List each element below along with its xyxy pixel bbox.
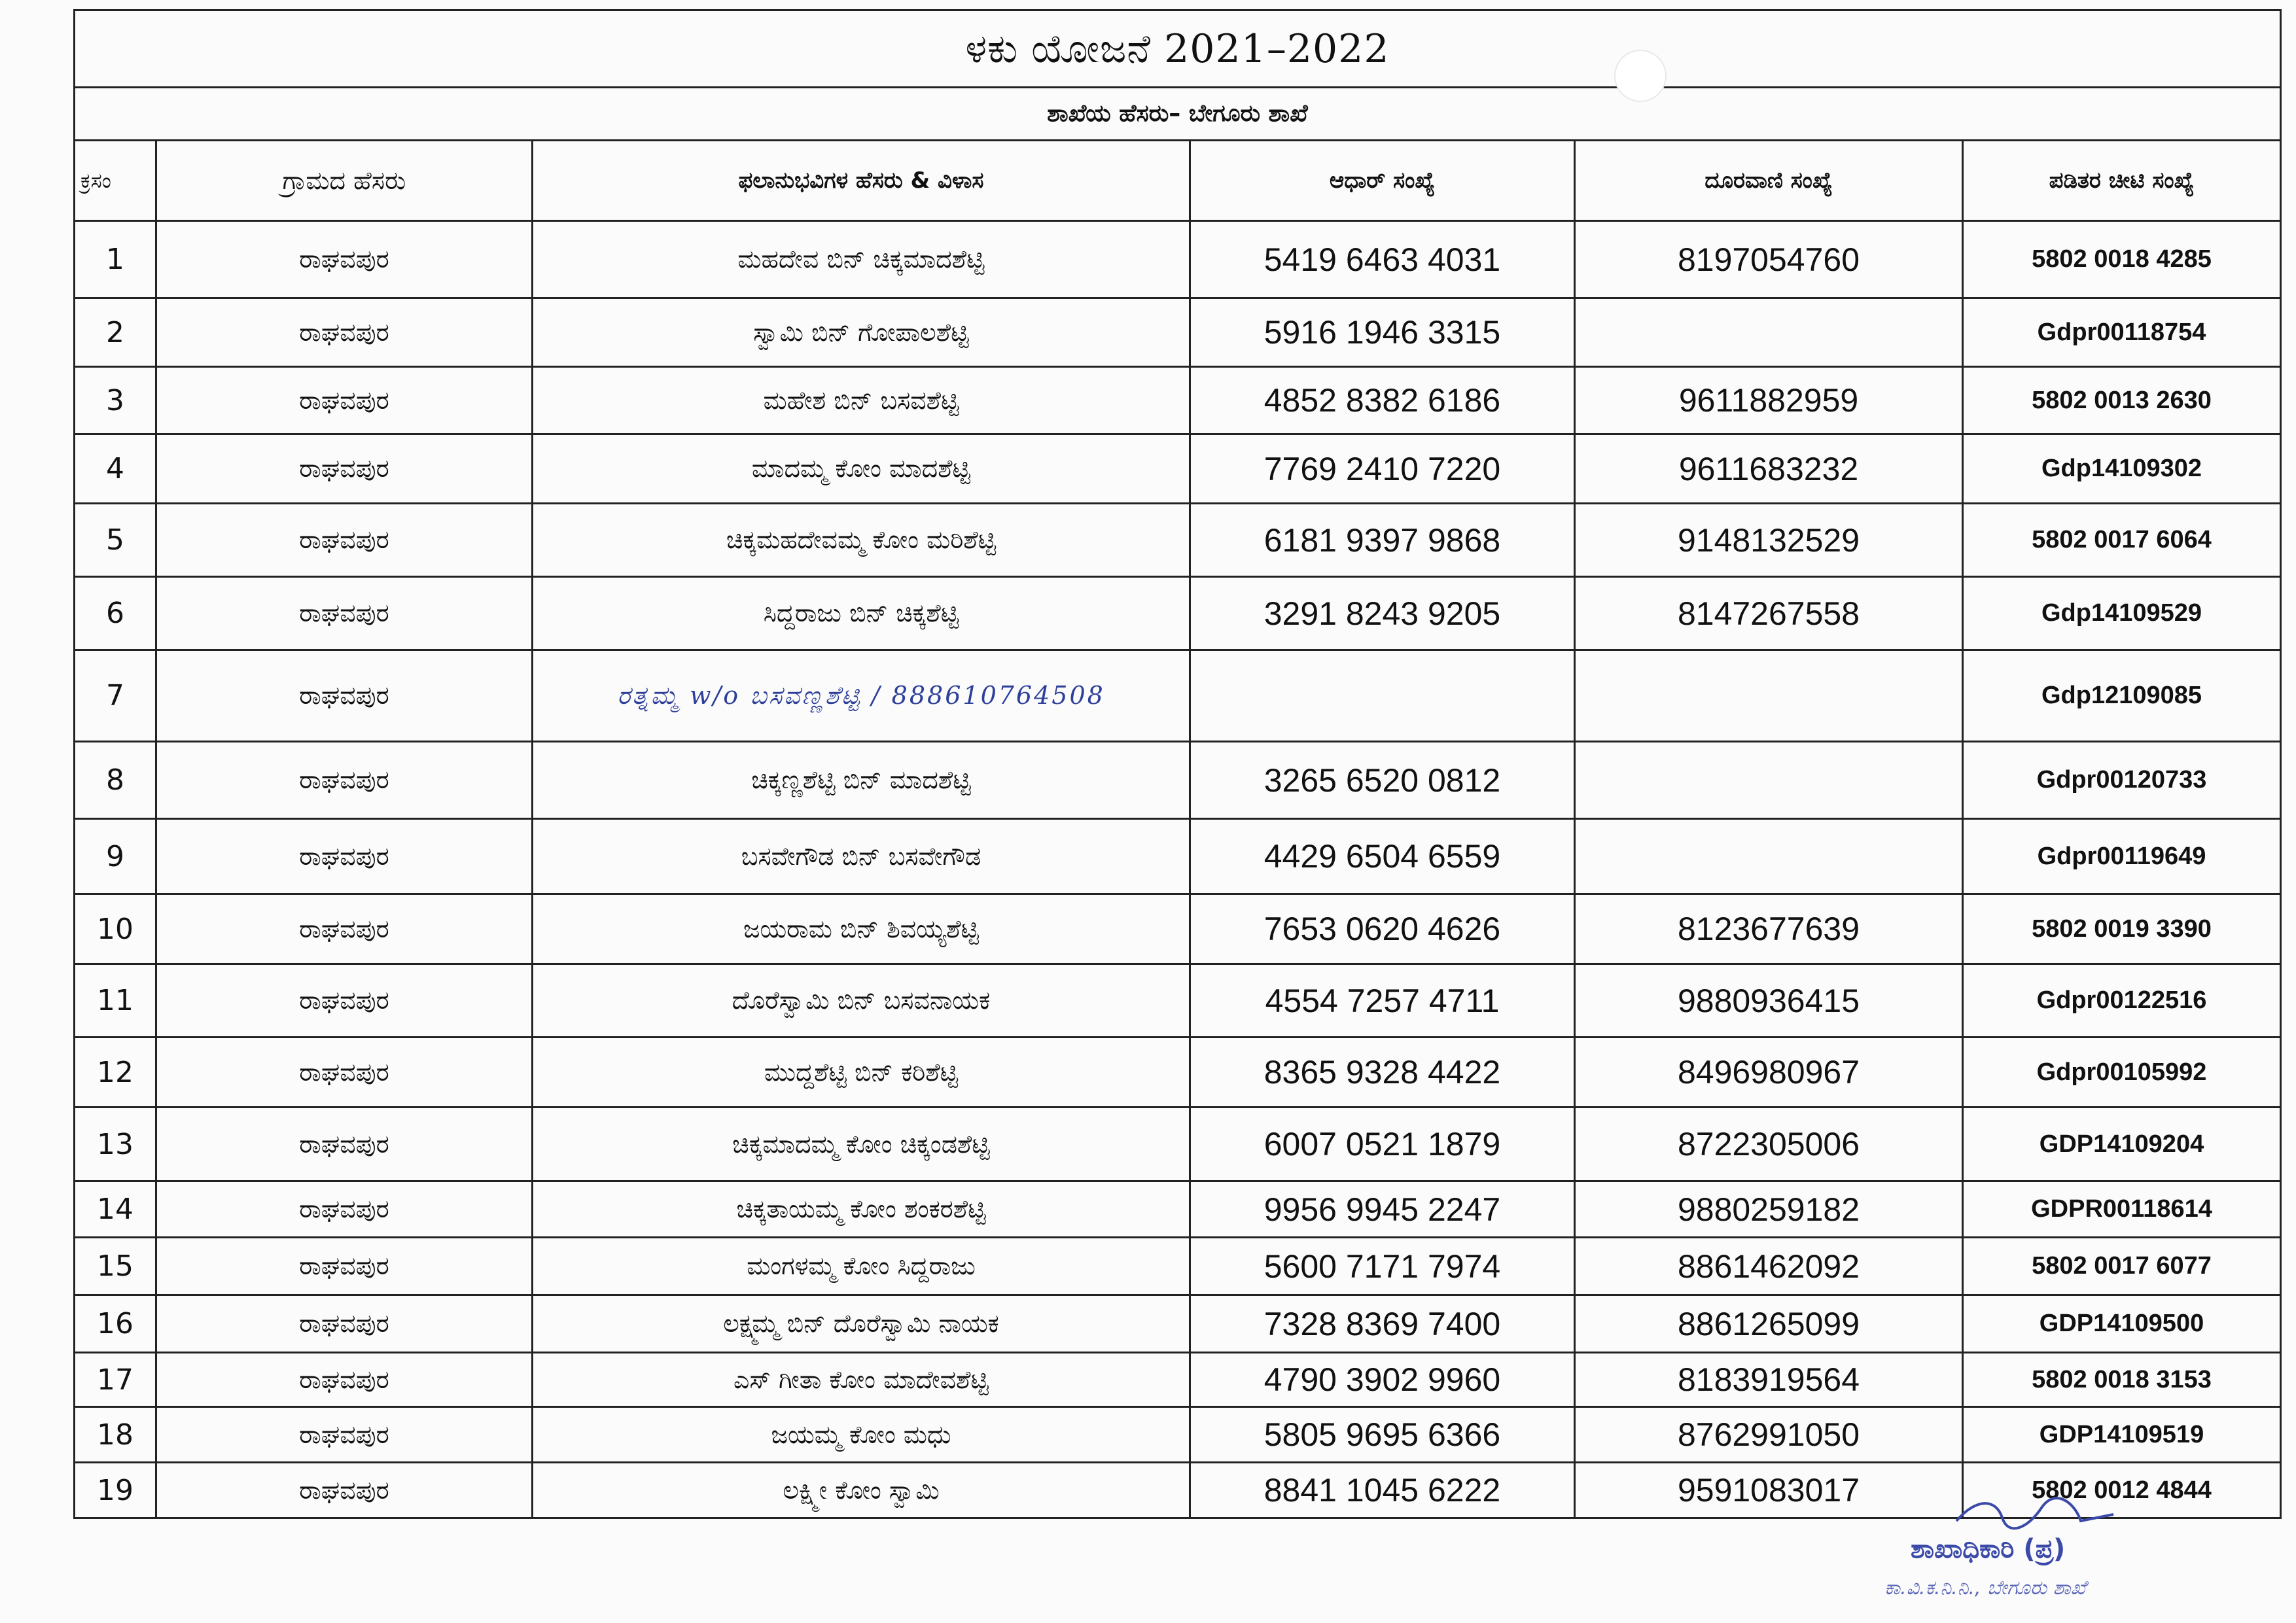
village-cell: ರಾಘವಪುರ [156,1353,533,1407]
aadhaar-cell: 4852 8382 6186 [1190,367,1575,434]
aadhaar-cell: 6007 0521 1879 [1190,1108,1575,1181]
beneficiary-table [73,9,2282,1519]
phone-cell: 9880259182 [1575,1181,1963,1238]
punch-hole [1614,50,1667,102]
village-cell: ರಾಘವಪುರ [156,894,533,964]
beneficiary-cell: ಚಿಕ್ಕಮಾದಮ್ಮ ಕೋಂ ಚಿಕ್ಕಂಡಶೆಟ್ಟಿ [533,1108,1190,1181]
village-cell: ರಾಘವಪುರ [156,1108,533,1181]
ration-card-cell: 5802 0017 6077 [1963,1238,2281,1295]
beneficiary-cell: ಚಿಕ್ಕಣ್ಣಶೆಟ್ಟಿ ಬಿನ್ ಮಾದಶೆಟ್ಟಿ [533,742,1190,819]
aadhaar-cell: 9956 9945 2247 [1190,1181,1575,1238]
serial-cell: 11 [75,964,156,1038]
table-header [75,141,2281,221]
aadhaar-cell: 4554 7257 4711 [1190,964,1575,1038]
serial-cell: 13 [75,1108,156,1181]
table-row [75,1238,2281,1295]
village-cell: ರಾಘವಪುರ [156,1407,533,1463]
table-body [75,221,2281,1518]
document-sheet [73,9,2280,1514]
table-row [75,1181,2281,1238]
aadhaar-cell: 8365 9328 4422 [1190,1038,1575,1108]
aadhaar-cell: 5600 7171 7974 [1190,1238,1575,1295]
header-ration-card: ಪಡಿತರ ಚೀಟಿ ಸಂಖ್ಯೆ [1963,141,2281,221]
serial-cell: 9 [75,819,156,894]
village-cell: ರಾಘವಪುರ [156,1238,533,1295]
document-title: ಳಕು ಯೋಜನೆ 2021–2022 [75,10,2281,88]
header-aadhaar: ಆಧಾರ್ ಸಂಖ್ಯೆ [1190,141,1575,221]
serial-cell: 1 [75,221,156,298]
table-row [75,504,2281,577]
village-cell: ರಾಘವಪುರ [156,1295,533,1353]
table-row [75,298,2281,367]
serial-cell: 5 [75,504,156,577]
beneficiary-cell-handwritten: ರತ್ನಮ್ಮ w/o ಬಸವಣ್ಣಶೆಟ್ಟಿ / 888610764508 [533,650,1190,742]
beneficiary-cell: ದೊರೆಸ್ವಾಮಿ ಬಿನ್ ಬಸವನಾಯಕ [533,964,1190,1038]
beneficiary-cell: ಜಯರಾಮ ಬಿನ್ ಶಿವಯ್ಯಶೆಟ್ಟಿ [533,894,1190,964]
serial-cell: 4 [75,434,156,504]
phone-cell: 9880936415 [1575,964,1963,1038]
aadhaar-cell: 7328 8369 7400 [1190,1295,1575,1353]
phone-cell: 8762991050 [1575,1407,1963,1463]
header-serial: ಕ್ರಸಂ [75,141,156,221]
beneficiary-cell: ಚಿಕ್ಕಮಹದೇವಮ್ಮ ಕೋಂ ಮರಿಶೆಟ್ಟಿ [533,504,1190,577]
aadhaar-cell: 7653 0620 4626 [1190,894,1575,964]
serial-cell: 6 [75,577,156,650]
signature-scribble [1950,1495,2120,1534]
beneficiary-cell: ಬಸವೇಗೌಡ ಬಿನ್ ಬಸವೇಗೌಡ [533,819,1190,894]
ration-card-cell: 5802 0019 3390 [1963,894,2281,964]
beneficiary-cell: ಲಕ್ಷ್ಮೀ ಕೋಂ ಸ್ವಾಮಿ [533,1463,1190,1518]
table-row [75,1407,2281,1463]
aadhaar-cell: 7769 2410 7220 [1190,434,1575,504]
phone-cell: 8147267558 [1575,577,1963,650]
table-row [75,434,2281,504]
village-cell: ರಾಘವಪುರ [156,577,533,650]
aadhaar-cell: 4790 3902 9960 [1190,1353,1575,1407]
phone-cell: 8861462092 [1575,1238,1963,1295]
header-village: ಗ್ರಾಮದ ಹೆಸರು [156,141,533,221]
aadhaar-cell: 5805 9695 6366 [1190,1407,1575,1463]
header-beneficiary: ಫಲಾನುಭವಿಗಳ ಹೆಸರು & ವಿಳಾಸ [533,141,1190,221]
village-cell: ರಾಘವಪುರ [156,1463,533,1518]
serial-cell: 14 [75,1181,156,1238]
village-cell: ರಾಘವಪುರ [156,298,533,367]
official-stamp [1871,1495,2238,1613]
village-cell: ರಾಘವಪುರ [156,504,533,577]
phone-cell: 9591083017 [1575,1463,1963,1518]
serial-cell: 2 [75,298,156,367]
serial-cell: 10 [75,894,156,964]
aadhaar-cell: 4429 6504 6559 [1190,819,1575,894]
village-cell: ರಾಘವಪುರ [156,819,533,894]
serial-cell: 18 [75,1407,156,1463]
beneficiary-cell: ಮಂಗಳಮ್ಮ ಕೋಂ ಸಿದ್ದರಾಜು [533,1238,1190,1295]
ration-card-cell: Gdp14109302 [1963,434,2281,504]
phone-cell: 8123677639 [1575,894,1963,964]
beneficiary-cell: ಲಕ್ಷ್ಮಮ್ಮ ಬಿನ್ ದೊರೆಸ್ವಾಮಿ ನಾಯಕ [533,1295,1190,1353]
beneficiary-cell: ಸ್ವಾಮಿ ಬಿನ್ ಗೋಪಾಲಶೆಟ್ಟಿ [533,298,1190,367]
beneficiary-cell: ಮಹೇಶ ಬಿನ್ ಬಸವಶೆಟ್ಟಿ [533,367,1190,434]
ration-card-cell: 5802 0013 2630 [1963,367,2281,434]
table-row [75,742,2281,819]
ration-card-cell: 5802 0017 6064 [1963,504,2281,577]
phone-cell: 9611882959 [1575,367,1963,434]
table-row [75,221,2281,298]
ration-card-cell: GDP14109204 [1963,1108,2281,1181]
beneficiary-cell: ಸಿದ್ದರಾಜು ಬಿನ್ ಚಿಕ್ಕಶೆಟ್ಟಿ [533,577,1190,650]
header-phone: ದೂರವಾಣಿ ಸಂಖ್ಯೆ [1575,141,1963,221]
beneficiary-cell: ಚಿಕ್ಕತಾಯಮ್ಮ ಕೋಂ ಶಂಕರಶೆಟ್ಟಿ [533,1181,1190,1238]
ration-card-cell: Gdpr00105992 [1963,1038,2281,1108]
table-row [75,650,2281,742]
ration-card-cell: Gdp14109529 [1963,577,2281,650]
ration-card-cell: GDP14109500 [1963,1295,2281,1353]
ration-card-cell: Gdp12109085 [1963,650,2281,742]
serial-cell: 8 [75,742,156,819]
phone-cell: 8197054760 [1575,221,1963,298]
aadhaar-cell: 5419 6463 4031 [1190,221,1575,298]
table-row [75,964,2281,1038]
table-row [75,1038,2281,1108]
phone-cell [1575,650,1963,742]
ration-card-cell: Gdpr00118754 [1963,298,2281,367]
beneficiary-cell: ಎಸ್ ಗೀತಾ ಕೋಂ ಮಾದೇವಶೆಟ್ಟಿ [533,1353,1190,1407]
branch-name: ಶಾಖೆಯ ಹೆಸರು– ಬೇಗೂರು ಶಾಖೆ [75,88,2281,141]
aadhaar-cell: 3291 8243 9205 [1190,577,1575,650]
table-row [75,577,2281,650]
table-row [75,894,2281,964]
village-cell: ರಾಘವಪುರ [156,221,533,298]
village-cell: ರಾಘವಪುರ [156,1181,533,1238]
aadhaar-cell: 5916 1946 3315 [1190,298,1575,367]
ration-card-cell: 5802 0018 4285 [1963,221,2281,298]
phone-cell: 8496980967 [1575,1038,1963,1108]
serial-cell: 19 [75,1463,156,1518]
phone-cell: 8722305006 [1575,1108,1963,1181]
serial-cell: 15 [75,1238,156,1295]
table-row [75,367,2281,434]
ration-card-cell: Gdpr00120733 [1963,742,2281,819]
village-cell: ರಾಘವಪುರ [156,742,533,819]
aadhaar-cell: 6181 9397 9868 [1190,504,1575,577]
phone-cell [1575,742,1963,819]
table-row [75,819,2281,894]
village-cell: ರಾಘವಪುರ [156,964,533,1038]
aadhaar-cell [1190,650,1575,742]
table-row [75,1353,2281,1407]
village-cell: ರಾಘವಪುರ [156,1038,533,1108]
village-cell: ರಾಘವಪುರ [156,434,533,504]
table-row [75,1295,2281,1353]
ration-card-cell: Gdpr00119649 [1963,819,2281,894]
serial-cell: 12 [75,1038,156,1108]
beneficiary-cell: ಮುದ್ದಶೆಟ್ಟಿ ಬಿನ್ ಕರಿಶೆಟ್ಟಿ [533,1038,1190,1108]
serial-cell: 7 [75,650,156,742]
phone-cell: 8183919564 [1575,1353,1963,1407]
phone-cell: 9148132529 [1575,504,1963,577]
beneficiary-cell: ಜಯಮ್ಮ ಕೋಂ ಮಧು [533,1407,1190,1463]
beneficiary-cell: ಮಹದೇವ ಬಿನ್ ಚಿಕ್ಕಮಾದಶೆಟ್ಟಿ [533,221,1190,298]
aadhaar-cell: 3265 6520 0812 [1190,742,1575,819]
ration-card-cell: GDPR00118614 [1963,1181,2281,1238]
phone-cell [1575,819,1963,894]
aadhaar-cell: 8841 1045 6222 [1190,1463,1575,1518]
serial-cell: 3 [75,367,156,434]
stamp-designation: ಶಾಖಾಧಿಕಾರಿ (ಪ್ರ) [1911,1534,2066,1564]
phone-cell [1575,298,1963,367]
village-cell: ರಾಘವಪುರ [156,650,533,742]
ration-card-cell: Gdpr00122516 [1963,964,2281,1038]
beneficiary-cell: ಮಾದಮ್ಮ ಕೋಂ ಮಾದಶೆಟ್ಟಿ [533,434,1190,504]
stamp-office: ಕಾ.ವಿ.ಕ.ನಿ.ನಿ., ಬೇಗೂರು ಶಾಖೆ [1884,1577,2086,1599]
serial-cell: 17 [75,1353,156,1407]
serial-cell: 16 [75,1295,156,1353]
village-cell: ರಾಘವಪುರ [156,367,533,434]
phone-cell: 9611683232 [1575,434,1963,504]
ration-card-cell: GDP14109519 [1963,1407,2281,1463]
ration-card-cell: 5802 0012 4844 [1963,1463,2281,1518]
phone-cell: 8861265099 [1575,1295,1963,1353]
table-row [75,1108,2281,1181]
ration-card-cell: 5802 0018 3153 [1963,1353,2281,1407]
